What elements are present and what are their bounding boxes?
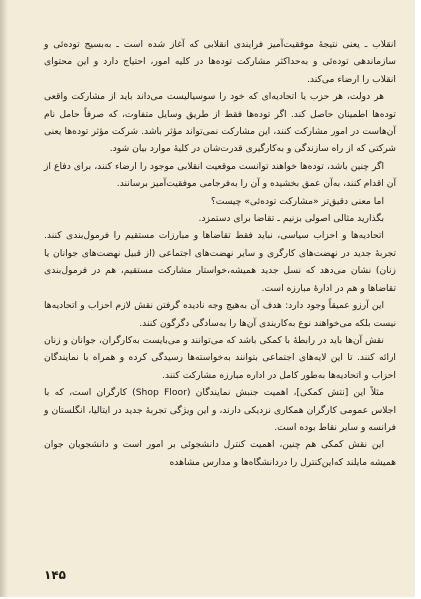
paragraph: اتحادیه‌ها و احزاب سیاسی، نباید فقط تقاضاها و مبارزات مستقیم را فرمول‌بندی کنند. تجربهٔ جدید در نهضت‌های کارگری و سایر نهضت‌های اجتماعی (از قبیل نهضت‌های جوانان یا زنان) نشان می‌دهد که نسل جدید همیشه،خواستار مشارکت مستقیم، هم در فرمول‌بندی تقاضاها و هم در ادارهٔ مبارزه است. <box>44 230 396 294</box>
paragraph: این آرزو عمیقاً وجود دارد: هدف آن به‌هیچ وجه نادیده گرفتن نقش لازم احزاب و اتحادیه‌ها نیست بلکه می‌خواهند نوع به‌کاربندی آن‌ها را به‌سادگی دگرگون کنند. <box>44 300 396 329</box>
paragraph: هر دولت، هر حزب یا اتحادیه‌ای که خود را سوسیالیست می‌داند باید از مشارکت واقعی توده‌ها اطمینان حاصل کند. اگر توده‌ها فقط از طریق وسایل متفاوت، که صرفاً حامل نام آن‌هاست در امور مشارکت کنند، این مشارکت نمی‌تواند مؤثر باشد. شرکت مؤثر توده‌ها یعنی شرکتی که از راه سازندگی و به‌کارگیری قدرت‌شان در کلیهٔ موارد بیان شود. <box>44 91 396 155</box>
paragraph: این نقش کمکی هم چنین، اهمیت کنترل دانشجوئی بر امور است و دانشجویان جوان همیشه مایلند که‌این‌کنترل را دردانشگاه‌ها و مدارس مشاهده <box>44 439 396 468</box>
body-text <box>44 36 396 471</box>
paragraph: مثلاً این [نتش کمکی]، اهمیت جنبش نمایندگان (Shop Floor) کارگران است، که با اجلاس عمومی کارگران همکاری نزدیکی دارند، و این ویژگی تجربهٔ جدید در ایتالیا، انگلستان و فرانسه و سایر نقاط بوده است. <box>44 387 396 433</box>
paragraph: اگر چنین باشد، توده‌ها خواهند توانست موقعیت انقلابی موجود را ارضاء کنند، برای دفاع از آن اقدام کنند، به‌آن عمق بخشیده و آن را به‌فرجامی موفقیت‌آمیز برسانند. <box>44 160 396 190</box>
paragraph: نقش آن‌ها باید در رابطهٔ با کمکی باشد که می‌توانند و می‌بایست به‌کارگران، جوانان و زنان ارائه کنند. تا این لایه‌های اجتماعی بتوانند به‌خواسته‌ها رسیدگی کرده و همراه با نمایندگان احزاب و اتحادیه‌ها به‌طور کامل در اداره مبارزه مشارکت کنند. <box>44 334 396 381</box>
paragraph: انقلاب ـ یعنی نتیجهٔ موفقیت‌آمیز فرایندی انقلابی که آغاز شده است ـ به‌بسیج توده‌ئی و سازماندهی توده‌ئی و به‌حداکثر مشارکت توده‌ها در کلیه امور، احتیاج دارد و این محتوای انقلاب را ارضاء می‌کند. <box>44 39 396 85</box>
paragraph: اما معنی دقیق‌تر «مشارکت توده‌ئی» چیست؟ <box>210 195 384 207</box>
paragraph: بگذارید مثالی اصولی بزنیم ـ تقاضا برای دستمزد. <box>198 213 384 225</box>
page-number: ۱۴۵ <box>44 568 66 582</box>
